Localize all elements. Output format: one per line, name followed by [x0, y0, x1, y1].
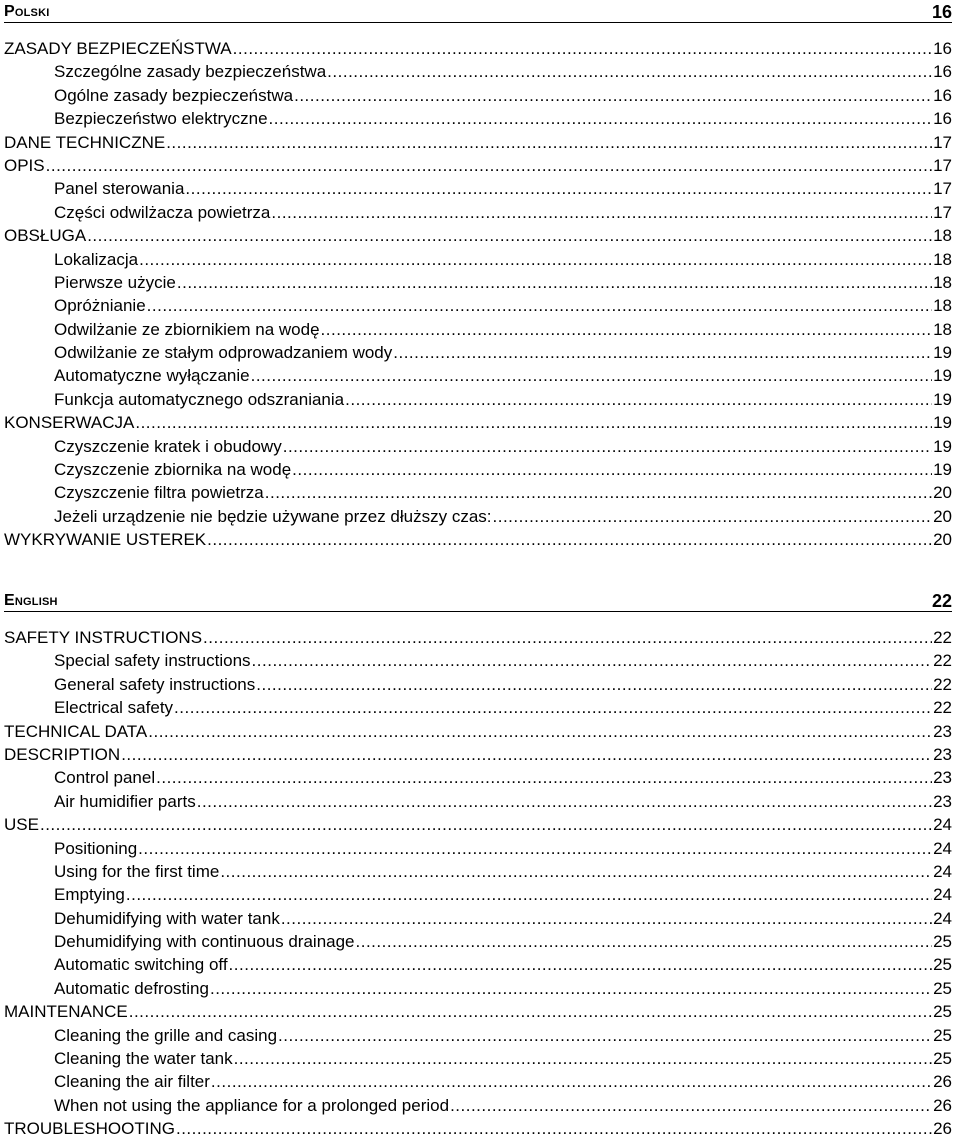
toc-entry[interactable] — [4, 907, 952, 930]
dot-leader — [135, 411, 932, 434]
toc-entry[interactable] — [4, 1000, 952, 1023]
dot-leader — [129, 1000, 932, 1023]
toc-entry[interactable] — [4, 107, 952, 130]
toc-entry[interactable] — [4, 60, 952, 83]
toc-entry-page: 24 — [933, 885, 952, 905]
dot-leader — [139, 248, 932, 271]
toc-entry-title: Panel sterowania — [54, 179, 185, 199]
toc-entry-title: Bezpieczeństwo elektryczne — [54, 109, 268, 129]
dot-leader — [356, 930, 933, 953]
toc-entry-page: 24 — [933, 815, 952, 835]
toc-entry[interactable] — [4, 154, 952, 177]
toc-entry[interactable] — [4, 1117, 952, 1140]
toc-entry-title: Ogólne zasady bezpieczeństwa — [54, 85, 294, 105]
toc-entry-title: Odwilżanie ze stałym odprowadzaniem wody — [54, 343, 393, 363]
toc-entry-title: Control panel — [54, 768, 156, 788]
toc-entry-page: 19 — [933, 460, 952, 480]
toc-entry-page: 19 — [933, 389, 952, 409]
toc-entry-title: Cleaning the water tank — [54, 1049, 233, 1069]
toc-entry[interactable] — [4, 1024, 952, 1047]
toc-entry-page: 17 — [933, 179, 952, 199]
toc-entry-title: OBSŁUGA — [4, 226, 87, 246]
toc-entry[interactable] — [4, 341, 952, 364]
dot-leader — [450, 1094, 932, 1117]
toc-entry[interactable] — [4, 1070, 952, 1093]
toc-entry-title: Odwilżanie ze zbiornikiem na wodę — [54, 319, 320, 339]
toc-entry-page: 25 — [933, 1049, 952, 1069]
dot-leader — [269, 107, 933, 130]
dot-leader — [87, 224, 932, 247]
toc-entry-page: 20 — [933, 530, 952, 550]
dot-leader — [174, 696, 932, 719]
dot-leader — [176, 1117, 932, 1140]
toc-entry-title: TROUBLESHOOTING — [4, 1119, 175, 1139]
toc-entry-page: 24 — [933, 908, 952, 928]
section-heading-title: Polski — [4, 3, 50, 20]
toc-entry-title: Automatyczne wyłączanie — [54, 366, 250, 386]
toc-entry-page: 23 — [933, 721, 952, 741]
toc-entry[interactable] — [4, 435, 952, 458]
toc-entry[interactable] — [4, 813, 952, 836]
toc-entry-title: KONSERWACJA — [4, 413, 135, 433]
dot-leader — [294, 84, 932, 107]
dot-leader — [210, 977, 932, 1000]
toc-entry-title: Cleaning the air filter — [54, 1072, 210, 1092]
toc-entry-title: Części odwilżacza powietrza — [54, 202, 271, 222]
toc-entry-page: 16 — [933, 109, 952, 129]
toc-entry-title: ZASADY BEZPIECZEŃSTWA — [4, 39, 232, 58]
toc-entry[interactable] — [4, 528, 952, 551]
toc-entry-title: DANE TECHNICZNE — [4, 132, 166, 152]
dot-leader — [148, 720, 932, 743]
dot-leader — [220, 860, 932, 883]
toc-section-english — [4, 589, 952, 1141]
toc-entry[interactable] — [4, 177, 952, 200]
toc-entry-page: 19 — [933, 366, 952, 386]
toc-entry-page: 26 — [933, 1095, 952, 1115]
dot-leader — [229, 953, 933, 976]
toc-entry-page: 19 — [933, 413, 952, 433]
toc-entry[interactable] — [4, 294, 952, 317]
section-heading-page: 16 — [931, 2, 952, 22]
toc-entry-title: Funkcja automatycznego odszraniania — [54, 389, 345, 409]
toc-entry[interactable] — [4, 411, 952, 434]
toc-entry-page: 22 — [933, 698, 952, 718]
section-heading — [4, 589, 952, 612]
section-heading-title: English — [4, 592, 58, 609]
toc-entry-page: 18 — [933, 296, 952, 316]
toc-entry[interactable] — [4, 248, 952, 271]
toc-entry-title: Using for the first time — [54, 861, 220, 881]
toc-entry[interactable] — [4, 883, 952, 906]
dot-leader — [156, 766, 932, 789]
dot-leader — [393, 341, 932, 364]
dot-leader — [233, 37, 932, 60]
dot-leader — [166, 131, 932, 154]
toc-entry-title: Opróżnianie — [54, 296, 146, 316]
toc-entry-title: Czyszczenie kratek i obudowy — [54, 436, 282, 456]
toc-entry[interactable] — [4, 318, 952, 341]
toc-entry-title: Jeżeli urządzenie nie będzie używane przez dłuższy czas: — [54, 506, 492, 526]
dot-leader — [40, 813, 932, 836]
toc-entry-page: 18 — [933, 319, 952, 339]
toc-entry[interactable] — [4, 743, 952, 766]
toc-entry[interactable] — [4, 84, 952, 107]
toc-entry-page: 23 — [933, 791, 952, 811]
toc-entry-title: Cleaning the grille and casing — [54, 1025, 278, 1045]
toc-entry-page: 18 — [933, 272, 952, 292]
toc-entry-title: Dehumidifying with continuous drainage — [54, 932, 355, 952]
dot-leader — [283, 435, 932, 458]
toc-entry-page: 23 — [933, 768, 952, 788]
dot-leader — [271, 201, 932, 224]
toc-entry[interactable] — [4, 201, 952, 224]
dot-leader — [185, 177, 932, 200]
dot-leader — [203, 626, 932, 649]
toc-entry-title: WYKRYWANIE USTEREK — [4, 530, 207, 550]
toc-entry-page: 25 — [933, 932, 952, 952]
toc-entry-page: 20 — [933, 483, 952, 503]
dot-leader — [234, 1047, 932, 1070]
toc-entry-title: Air humidifier parts — [54, 791, 196, 811]
dot-leader — [252, 649, 933, 672]
toc-entry-page: 25 — [933, 1002, 952, 1022]
toc-entry-title: TECHNICAL DATA — [4, 721, 148, 741]
toc-entry-title: When not using the appliance for a prolonged period — [54, 1095, 450, 1115]
dot-leader — [321, 318, 933, 341]
toc-entry[interactable] — [4, 388, 952, 411]
toc-entry-page: 19 — [933, 343, 952, 363]
toc-entry-page: 19 — [933, 436, 952, 456]
toc-entry[interactable] — [4, 131, 952, 154]
toc-entry[interactable] — [4, 790, 952, 813]
dot-leader — [256, 673, 932, 696]
toc-entry-page: 23 — [933, 744, 952, 764]
toc-entry-page: 20 — [933, 506, 952, 526]
toc-entry-page: 22 — [933, 674, 952, 694]
toc-entry-page: 16 — [933, 85, 952, 105]
toc-entry-title: General safety instructions — [54, 674, 256, 694]
toc-entry-title: Special safety instructions — [54, 651, 251, 671]
toc-entry-page: 17 — [933, 132, 952, 152]
toc-entry[interactable] — [4, 720, 952, 743]
toc-entry[interactable] — [4, 860, 952, 883]
toc-entry[interactable] — [4, 1094, 952, 1117]
toc-entry[interactable] — [4, 930, 952, 953]
toc-entry[interactable] — [4, 481, 952, 504]
dot-leader — [177, 271, 932, 294]
toc-entry[interactable] — [4, 953, 952, 976]
toc-entry[interactable] — [4, 271, 952, 294]
toc-entry-page: 24 — [933, 861, 952, 881]
toc-entry-title: Szczególne zasady bezpieczeństwa — [54, 62, 327, 82]
toc-entry-title: Czyszczenie zbiornika na wodę — [54, 460, 292, 480]
toc-entry-page: 22 — [933, 628, 952, 647]
toc-entry-page: 22 — [933, 651, 952, 671]
dot-leader — [251, 364, 932, 387]
toc-entry-title: DESCRIPTION — [4, 744, 121, 764]
dot-leader — [211, 1070, 932, 1093]
toc-entry-title: OPIS — [4, 155, 45, 175]
toc-entry-title: Dehumidifying with water tank — [54, 908, 280, 928]
toc-entry[interactable] — [4, 673, 952, 696]
section-heading — [4, 0, 952, 23]
dot-leader — [292, 458, 932, 481]
dot-leader — [207, 528, 932, 551]
toc-entry-page: 25 — [933, 1025, 952, 1045]
toc-entry[interactable] — [4, 1047, 952, 1070]
toc-entry[interactable] — [4, 766, 952, 789]
toc-entry-title: MAINTENANCE — [4, 1002, 128, 1022]
toc-list — [4, 626, 952, 1141]
toc-entry-title: USE — [4, 815, 39, 835]
toc-entry-page: 17 — [933, 155, 952, 175]
toc-entry[interactable] — [4, 364, 952, 387]
dot-leader — [327, 60, 932, 83]
toc-entry[interactable] — [4, 977, 952, 1000]
toc-entry[interactable] — [4, 626, 952, 649]
toc-entry[interactable] — [4, 224, 952, 247]
toc-entry-title: SAFETY INSTRUCTIONS — [4, 628, 203, 647]
toc-entry-title: Automatic defrosting — [54, 978, 209, 998]
toc-entry-page: 25 — [933, 978, 952, 998]
toc-entry-page: 17 — [933, 202, 952, 222]
toc-entry-title: Pierwsze użycie — [54, 272, 176, 292]
dot-leader — [265, 481, 932, 504]
toc-entry-page: 26 — [933, 1119, 952, 1139]
dot-leader — [121, 743, 932, 766]
toc-entry-page: 16 — [933, 62, 952, 82]
section-heading-page: 22 — [931, 591, 952, 611]
dot-leader — [281, 907, 932, 930]
toc-entry-title: Automatic switching off — [54, 955, 228, 975]
toc-entry[interactable] — [4, 696, 952, 719]
toc-entry-title: Electrical safety — [54, 698, 174, 718]
toc-entry-page: 26 — [933, 1072, 952, 1092]
dot-leader — [138, 837, 932, 860]
dot-leader — [46, 154, 932, 177]
toc-entry-title: Emptying — [54, 885, 125, 905]
dot-leader — [197, 790, 932, 813]
toc-list — [4, 37, 952, 552]
toc-entry-page: 16 — [933, 39, 952, 58]
dot-leader — [126, 883, 932, 906]
toc-entry[interactable] — [4, 837, 952, 860]
toc-entry[interactable] — [4, 458, 952, 481]
dot-leader — [345, 388, 932, 411]
toc-entry-title: Czyszczenie filtra powietrza — [54, 483, 264, 503]
toc-entry-title: Positioning — [54, 838, 138, 858]
toc-entry[interactable] — [4, 505, 952, 528]
toc-entry[interactable] — [4, 37, 952, 60]
toc-entry-page: 25 — [933, 955, 952, 975]
toc-entry-title: Lokalizacja — [54, 249, 139, 269]
toc-entry-page: 24 — [933, 838, 952, 858]
dot-leader — [278, 1024, 932, 1047]
toc-entry[interactable] — [4, 649, 952, 672]
dot-leader — [493, 505, 933, 528]
toc-section-polski — [4, 0, 952, 552]
toc-entry-page: 18 — [933, 249, 952, 269]
dot-leader — [147, 294, 932, 317]
toc-entry-page: 18 — [933, 226, 952, 246]
